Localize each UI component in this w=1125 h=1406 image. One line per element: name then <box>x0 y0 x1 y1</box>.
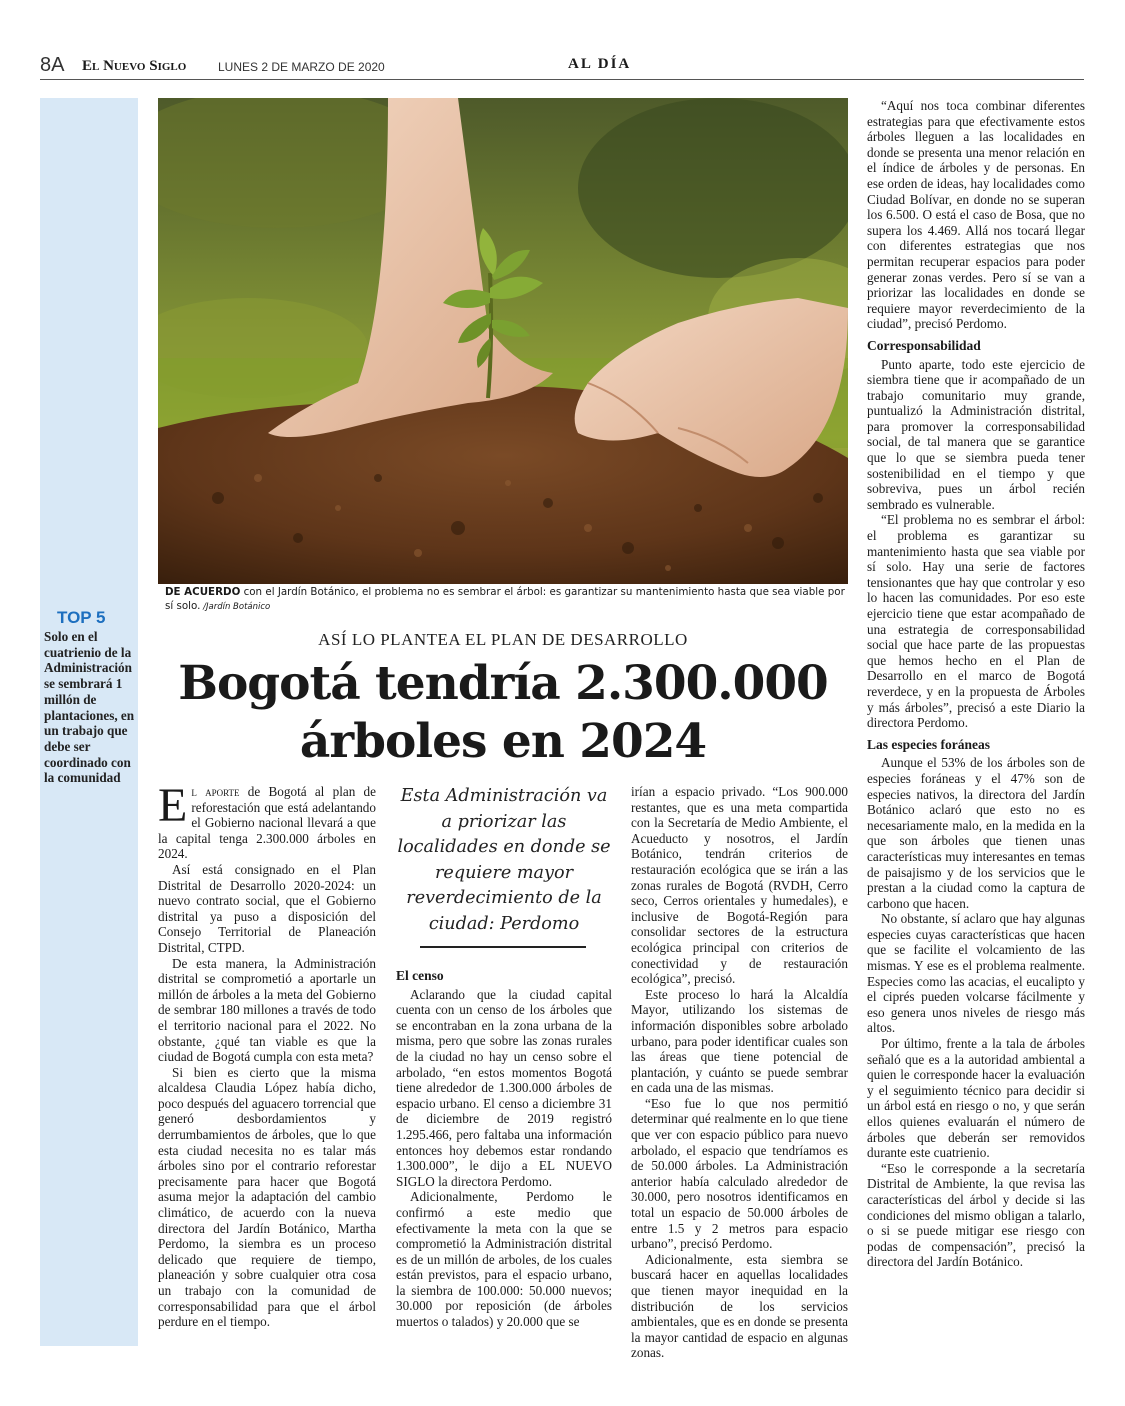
paragraph: “Eso fue lo que nos permitió determinar qué realmente en lo que tiene que ver con espacio público para nuevo arbolado, el espacio que tendríamos es de 50.000 árboles. La Administración anterior había calculado alrededor de 30.000, pero nosotros identificamos en total un espacio de 50.000 árboles de entre 1.5 y 2 metros para espacio urbano”, precisó Perdomo. <box>631 1095 848 1252</box>
sidebar-text: Solo en el cuatrienio de la Administración se sembrará 1 millón de plantaciones, en un trabajo que debe ser coordinado con la comunidad <box>44 629 135 786</box>
section-heading: El censo <box>396 968 444 983</box>
page-number: 8A <box>40 54 65 76</box>
article-photo <box>158 98 848 584</box>
paragraph: “Aquí nos toca combinar diferentes estrategias para que efectivamente estos árboles lleguen a las localidades en donde se presenta una menor relación en el índice de árboles y de personas. En ese orden de ideas, hay localidades como Ciudad Bolívar, en donde no se superan los 6.500. O está el caso de Bosa, que no supera los 4.469. Allá nos tocará llegar con diferentes estrategias que nos permitan recuperar espacios para poder generar zonas verdes. Pero sí se van a priorizar las localidades en donde se requiere mayor reverdecimiento de la ciudad”, precisó Perdomo. <box>867 98 1085 332</box>
article-column-1 <box>158 779 376 1330</box>
article-column-2 <box>396 962 612 1330</box>
paragraph-text: de Bogotá al plan de reforestación que está adelantando el Gobierno nacional llevará a que la capital tenga 2.300.000 árboles en 2024. <box>158 784 376 862</box>
paragraph: Si bien es cierto que la misma alcaldesa Claudia López había dicho, poco después del aguacero torrencial que generó desbordamientos y derrumbamientos de árboles, que lo que esta ciudad necesita no es talar más árboles sino por el contrario reforestar precisamente para hacer que Bogotá asuma mejor la adaptación del cambio climático, de acuerdo con la nueva directora del Jardín Botánico, Martha Perdomo, la siembra es un proceso delicado que requiere de tiempo, planeación y sobre cualquier otra cosa un trabajo con la comunidad de corresponsabilidad para que el árbol perdure en el tiempo. <box>158 1064 376 1330</box>
article-kicker: ASÍ LO PLANTEA EL PLAN DE DESARROLLO <box>318 630 688 649</box>
paragraph: Adicionalmente, Perdomo le confirmó a este medio que efectivamente la meta con la que se comprometió la Administración distrital es de un millón de arboles, de los cuales están previstos, para el espacio urbano, la siembra de 100.000: 50.000 nuevos; 30.000 por reposición (de árboles muertos o talados) y 20.000 que se <box>396 1189 612 1330</box>
section-heading: Corresponsabilidad <box>867 337 981 353</box>
lead-in: l aporte <box>191 784 240 799</box>
photo-caption <box>165 585 848 614</box>
caption-text: con el Jardín Botánico, el problema no es sembrar el árbol: es garantizar su mantenimiento hasta que sea viable por sí solo. <box>165 586 845 612</box>
paragraph: irían a espacio privado. “Los 900.000 restantes, que es una meta compartida con la Secretaría de Medio Ambiente, el Acueducto y nosotros, el Jardín Botánico, tendrán criterios de restauración ecológica que se irán a las zonas rurales de Bogotá (RVDH, Cerro seco, Cerros orientales y humedales), e inclusive de Bogotá-Región para consolidar sectores de la estructura ecológica principal con criterios de conectividad y de restauración ecológica”, precisó. <box>631 784 848 987</box>
paragraph: “El problema no es sembrar el árbol: el problema es garantizar su mantenimiento hasta que sea viable por sí solo. Hay una serie de factores tensionantes que hay que controlar y eso lo hacen las comunidades. Por eso este ejercicio tiene que estar acompañado de una estrategia de corresponsabilidad social que hace parte de las propuestas que hemos hecho en el Plan de Desarrollo en el marco de Bogotá reverdece, y en la propuesta de Árboles y más árboles”, precisó a este Diario la directora Perdomo. <box>867 512 1085 731</box>
issue-date: LUNES 2 DE MARZO DE 2020 <box>218 60 385 74</box>
photo-credit: /Jardín Botánico <box>200 602 271 612</box>
paragraph: Punto aparte, todo este ejercicio de siembra tiene que ir acompañado de un trabajo comunitario muy grande, puntualizó la Administración distrital, para promover la corresponsabilidad social, de tal manera que se garantice que lo que se siembra pueda tener sostenibilidad en el tiempo y que sobreviva, pues un árbol recién sembrado es vulnerable. <box>867 356 1085 512</box>
paragraph: Este proceso lo hará la Alcaldía Mayor, utilizando los sistemas de información disponibles sobre arbolado urbano, para poder identificar cuales son las áreas que tiene potencial de plantación, y cuánto se puede sembrar en cada una de las mismas. <box>631 986 848 1096</box>
paragraph: Aunque el 53% de los árboles son de especies foráneas y el 47% son de especies nativos, la directora del Jardín Botánico aclaró que esto no es necesariamente malo, en la medida en la que son árboles que tienen unas características muy interesantes en temas de paisajismo y de los servicios que le prestan a la ciudad como la captura de carbono que hacen. <box>867 755 1085 911</box>
article-column-4 <box>867 98 1085 1270</box>
paragraph <box>158 779 376 862</box>
newspaper-name: El Nuevo Siglo <box>82 58 187 74</box>
drop-cap: E <box>158 779 188 832</box>
section-name: AL DÍA <box>568 56 632 72</box>
paragraph: Adicionalmente, esta siembra se buscará hacer en aquellas localidades que tienen mayor inequidad en la distribución de los servicios ambientales, que es en donde se presenta la mayor cantidad de espacio en algunas zonas. <box>631 1251 848 1361</box>
planting-seedling-illustration <box>158 98 848 584</box>
caption-lead: DE ACUERDO <box>165 586 241 598</box>
sidebar-title: TOP 5 <box>57 608 106 627</box>
paragraph: “Eso le corresponde a la secretaría Distrital de Ambiente, la que revisa las características del árbol y decide si las condiciones del mismo obligan a talarlo, o si se puede mitigar ese riesgo con podas de compensación”, precisó la directora del Jardín Botánico. <box>867 1160 1085 1270</box>
pull-quote: Esta Administración va a priorizar las localidades en donde se requiere mayor reverdecimiento de la ciudad: Perdomo <box>397 786 611 934</box>
page-header <box>40 54 1084 80</box>
pull-quote-rule <box>420 946 586 948</box>
article-column-3 <box>631 784 848 1361</box>
paragraph: Así está consignado en el Plan Distrital de Desarrollo 2020-2024: un nuevo contrato social, que el Gobierno distrital ya puso a disposición del Consejo Territorial de Planeación Distrital, CTPD. <box>158 861 376 955</box>
section-heading: Las especies foráneas <box>867 736 990 752</box>
paragraph: No obstante, sí aclaro que hay algunas especies cuyas características que hacen que se facilite el volcamiento de las mismas. Y ese es el problema realmente. Especies como las acacias, el eucalipto y el ciprés pueden volcarse fácilmente y eso genera unos niveles de riesgo más altos. <box>867 911 1085 1036</box>
paragraph: De esta manera, la Administración distrital se comprometió a aportarle un millón de árboles a la meta del Gobierno de sembrar 180 millones a través de todo el territorio nacional para el 2022. No obstante, ¿qué tan viable es que la ciudad de Bogotá cumpla con esta meta? <box>158 955 376 1065</box>
paragraph: Por último, frente a la tala de árboles señaló que es a la autoridad ambiental a quien le corresponde hacer la evaluación y el seguimiento técnico para decidir si un árbol está en riesgo o no, y que serán ellos quienes evaluarán el número de árboles que deberán ser removidos durante este cuatrienio. <box>867 1036 1085 1161</box>
article-headline: Bogotá tendría 2.300.000 árboles en 2024 <box>178 656 828 769</box>
paragraph: Aclarando que la ciudad capital cuenta con un censo de los árboles que se encontraban en la zona urbana de la misma, pero que sobre las zonas rurales de la ciudad no hay un censo sobre el arbolado, “en estos momentos Bogotá tiene alrededor de 1.300.000 árboles de espacio urbano. El censo a diciembre 31 de diciembre de 2019 registró 1.295.466, pero faltaba una información entonces hoy debemos estar rondando 1.300.000”, le dijo a EL NUEVO SIGLO la directora Perdomo. <box>396 986 612 1189</box>
